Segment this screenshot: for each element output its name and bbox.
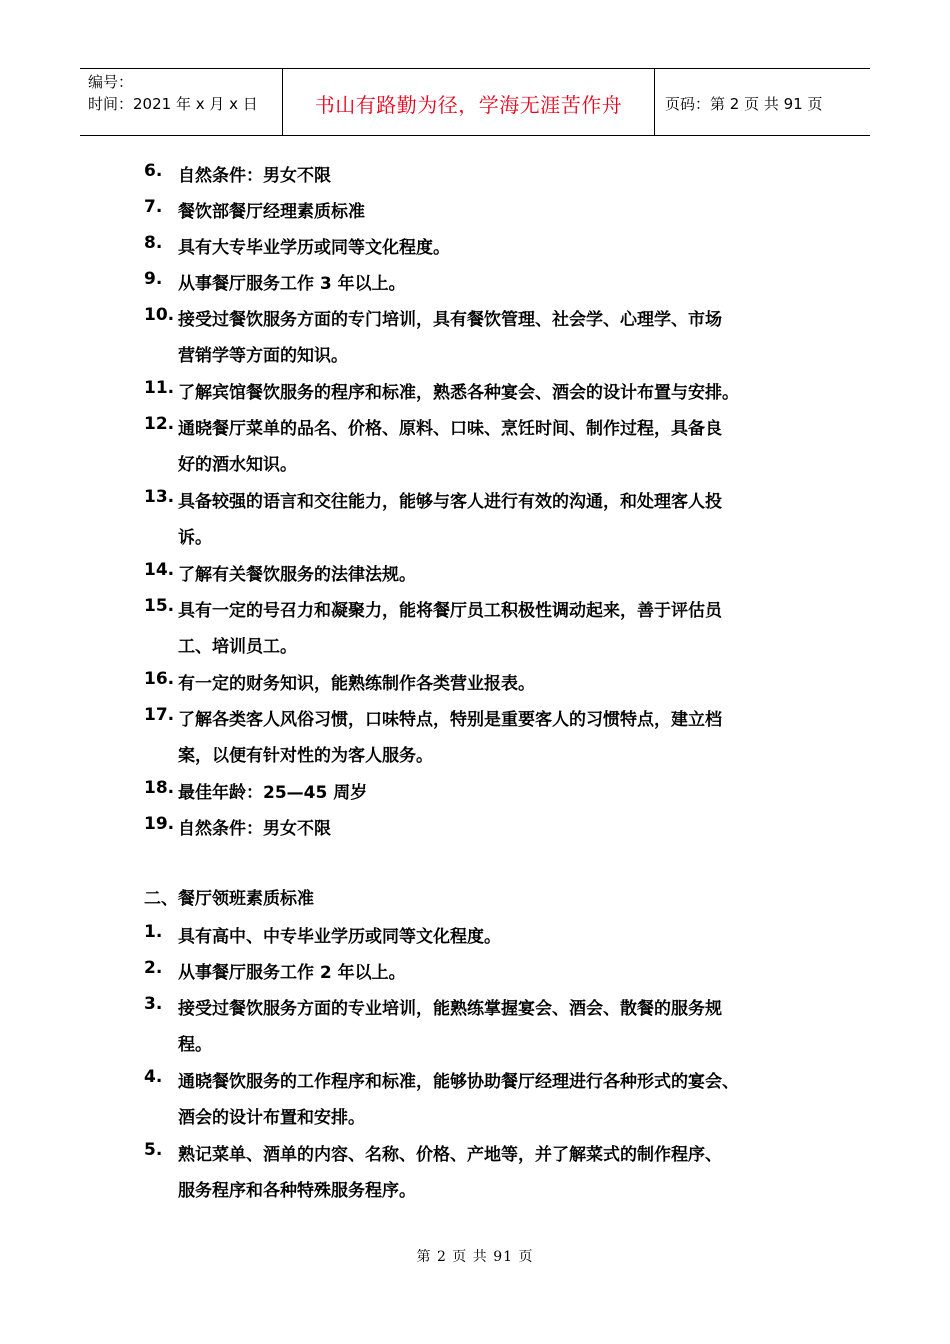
item-text: 具备较强的语言和交往能力，能够与客人进行有效的沟通，和处理客人投 bbox=[178, 492, 722, 512]
item-number: 16. bbox=[144, 669, 175, 689]
header-time-label: 时间：2021 年 x 月 x 日 bbox=[88, 95, 258, 113]
item-text: 具有高中、中专毕业学历或同等文化程度。 bbox=[178, 927, 501, 947]
item-number: 11. bbox=[144, 378, 175, 398]
item-text-continued: 好的酒水知识。 bbox=[178, 455, 297, 475]
item-text: 通晓餐厅菜单的品名、价格、原料、口味、烹饪时间、制作过程，具备良 bbox=[178, 419, 722, 439]
item-text-continued: 诉。 bbox=[178, 528, 212, 548]
item-number: 5. bbox=[144, 1140, 163, 1160]
item-text: 有一定的财务知识，能熟练制作各类营业报表。 bbox=[178, 674, 535, 694]
item-text-continued: 服务程序和各种特殊服务程序。 bbox=[178, 1181, 416, 1201]
section-heading: 二、餐厅领班素质标准 bbox=[144, 889, 314, 909]
item-text: 从事餐厅服务工作 3 年以上。 bbox=[178, 274, 406, 294]
header-divider bbox=[654, 69, 655, 135]
item-text: 接受过餐饮服务方面的专业培训，能熟练掌握宴会、酒会、散餐的服务规 bbox=[178, 999, 722, 1019]
page-footer: 第 2 页 共 91 页 bbox=[416, 1249, 534, 1265]
item-text: 餐饮部餐厅经理素质标准 bbox=[178, 202, 365, 222]
item-text: 具有大专毕业学历或同等文化程度。 bbox=[178, 238, 450, 258]
item-number: 7. bbox=[144, 197, 163, 217]
header-page-info: 页码：第 2 页 共 91 页 bbox=[665, 95, 823, 113]
item-text: 了解有关餐饮服务的法律法规。 bbox=[178, 565, 416, 585]
header-motto: 书山有路勤为径，学海无涯苦作舟 bbox=[314, 93, 623, 117]
item-number: 3. bbox=[144, 994, 163, 1014]
item-number: 17. bbox=[144, 705, 175, 725]
item-text: 接受过餐饮服务方面的专门培训，具有餐饮管理、社会学、心理学、市场 bbox=[178, 310, 722, 330]
header-code-label: 编号： bbox=[88, 73, 134, 91]
item-text: 自然条件：男女不限 bbox=[178, 819, 331, 839]
item-number: 19. bbox=[144, 814, 175, 834]
item-number: 9. bbox=[144, 269, 163, 289]
item-text-continued: 工、培训员工。 bbox=[178, 637, 297, 657]
item-number: 8. bbox=[144, 233, 163, 253]
item-text-continued: 营销学等方面的知识。 bbox=[178, 346, 348, 366]
item-text-continued: 程。 bbox=[178, 1035, 212, 1055]
header-meta bbox=[88, 71, 258, 115]
item-text: 从事餐厅服务工作 2 年以上。 bbox=[178, 963, 406, 983]
item-text: 最佳年龄：25—45 周岁 bbox=[178, 783, 368, 803]
item-text: 自然条件：男女不限 bbox=[178, 166, 331, 186]
item-number: 15. bbox=[144, 596, 175, 616]
item-number: 14. bbox=[144, 560, 175, 580]
item-text: 熟记菜单、酒单的内容、名称、价格、产地等，并了解菜式的制作程序、 bbox=[178, 1145, 722, 1165]
item-number: 13. bbox=[144, 487, 175, 507]
item-number: 1. bbox=[144, 922, 163, 942]
item-text: 了解各类客人风俗习惯，口味特点，特别是重要客人的习惯特点，建立档 bbox=[178, 710, 722, 730]
item-number: 6. bbox=[144, 161, 163, 181]
item-text: 具有一定的号召力和凝聚力，能将餐厅员工积极性调动起来，善于评估员 bbox=[178, 601, 722, 621]
item-text-continued: 案，以便有针对性的为客人服务。 bbox=[178, 746, 433, 766]
item-number: 4. bbox=[144, 1067, 163, 1087]
item-text-continued: 酒会的设计布置和安排。 bbox=[178, 1108, 365, 1128]
item-number: 12. bbox=[144, 414, 175, 434]
item-text: 通晓餐饮服务的工作程序和标准，能够协助餐厅经理进行各种形式的宴会、 bbox=[178, 1072, 739, 1092]
item-number: 18. bbox=[144, 778, 175, 798]
item-number: 2. bbox=[144, 958, 163, 978]
page-header bbox=[80, 68, 870, 136]
item-number: 10. bbox=[144, 305, 175, 325]
item-text: 了解宾馆餐饮服务的程序和标准，熟悉各种宴会、酒会的设计布置与安排。 bbox=[178, 383, 739, 403]
